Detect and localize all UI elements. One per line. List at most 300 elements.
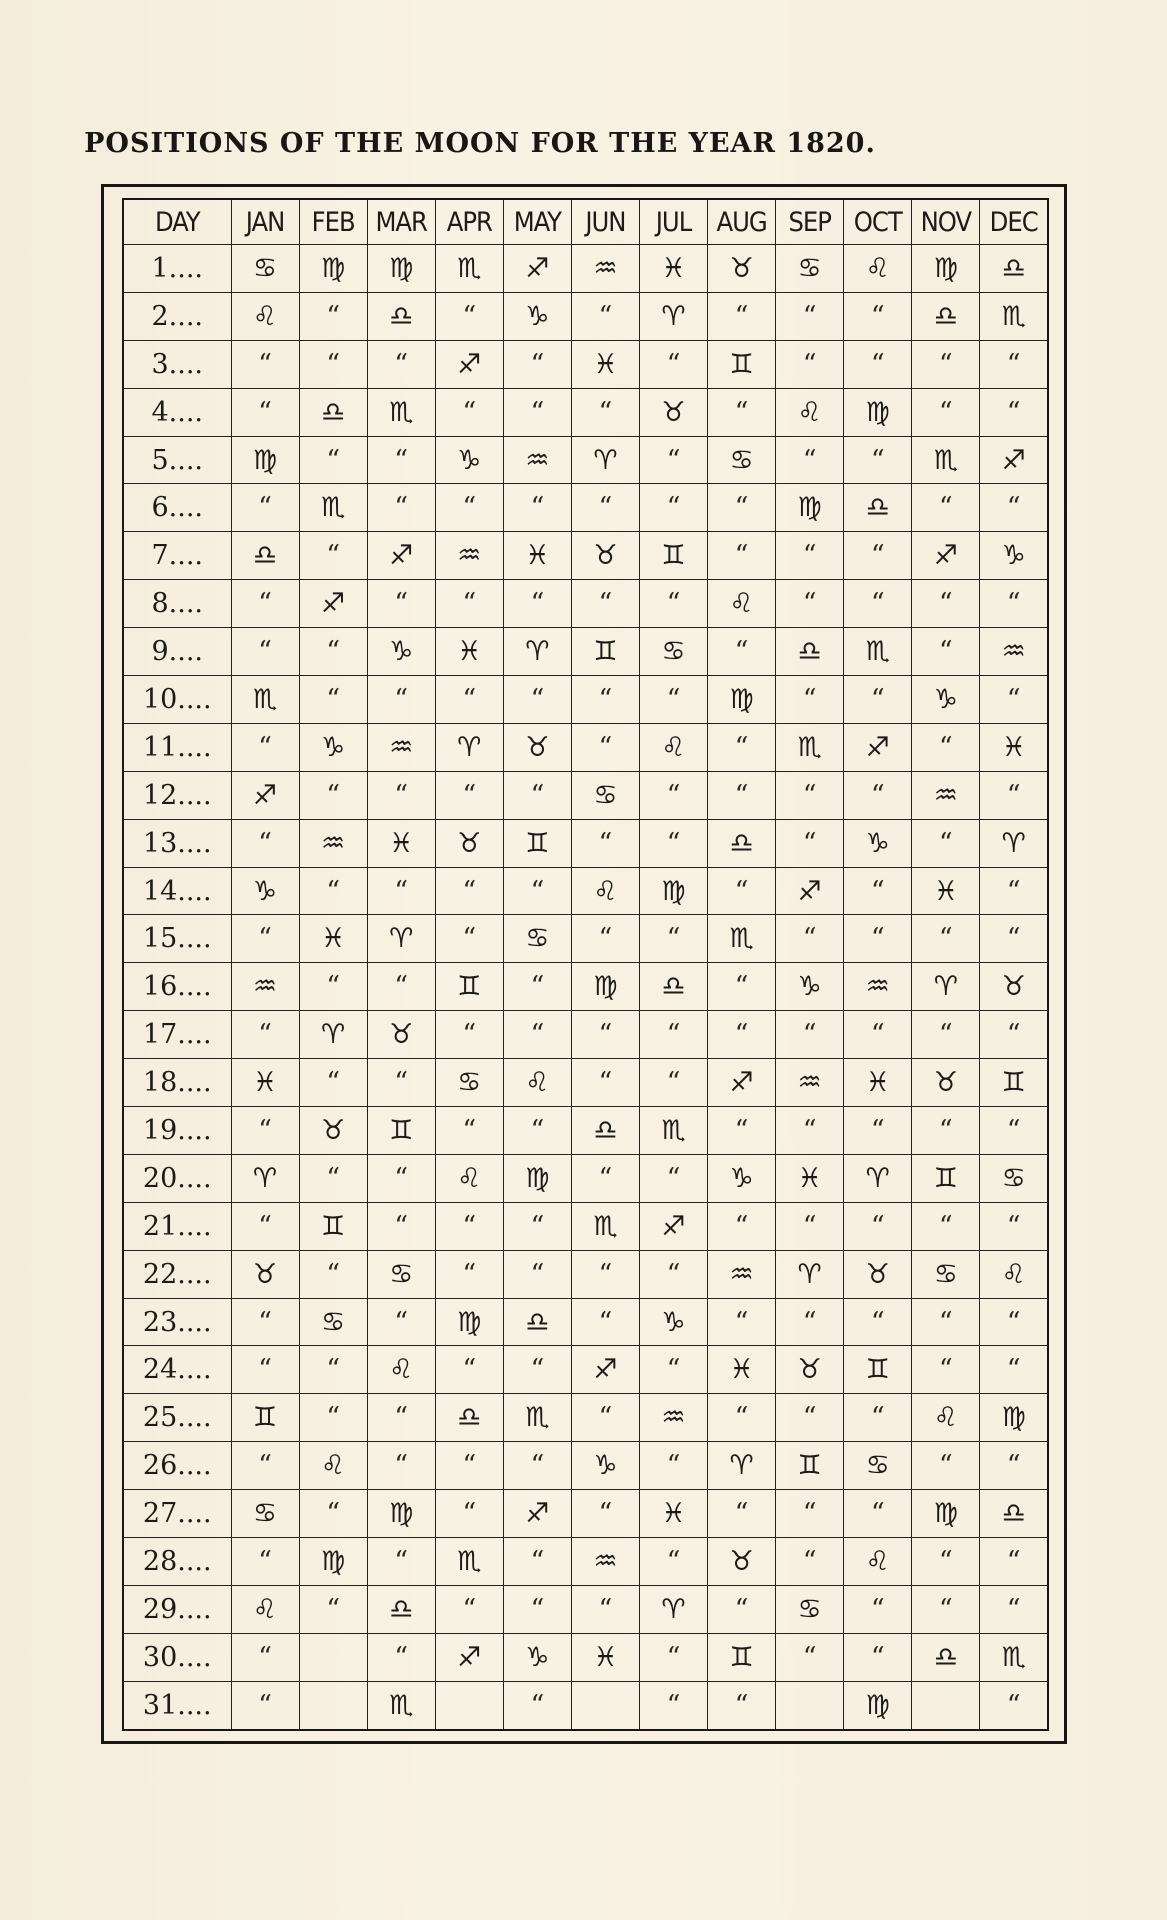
ditto-mark: “ [571, 1490, 639, 1538]
zodiac-sign-icon: ♌ [571, 867, 639, 915]
ditto-mark: “ [708, 628, 776, 676]
zodiac-sign-icon: ♐ [299, 580, 367, 628]
ditto-mark: “ [299, 1346, 367, 1394]
ditto-mark: “ [980, 1585, 1048, 1633]
ditto-mark: “ [980, 1011, 1048, 1059]
ditto-mark: “ [503, 1107, 571, 1155]
ditto-mark: “ [503, 867, 571, 915]
ditto-mark: “ [912, 1585, 980, 1633]
zodiac-sign-icon: ♈ [639, 1585, 707, 1633]
ditto-mark: “ [231, 819, 299, 867]
ditto-mark: “ [503, 340, 571, 388]
ditto-mark: “ [708, 1681, 776, 1730]
ditto-mark: “ [639, 1011, 707, 1059]
ditto-mark: “ [980, 580, 1048, 628]
header-row [123, 199, 1048, 245]
ditto-mark: “ [231, 1298, 299, 1346]
table-row [123, 1681, 1048, 1730]
ditto-mark: “ [912, 1011, 980, 1059]
zodiac-sign-icon: ♒ [980, 628, 1048, 676]
ditto-mark: “ [435, 1202, 503, 1250]
zodiac-sign-icon: ♌ [639, 723, 707, 771]
ditto-mark: “ [435, 676, 503, 724]
empty-cell [912, 1681, 980, 1730]
ditto-mark: “ [231, 388, 299, 436]
zodiac-sign-icon: ♉ [435, 819, 503, 867]
zodiac-sign-icon: ♓ [639, 1490, 707, 1538]
zodiac-sign-icon: ♒ [708, 1250, 776, 1298]
zodiac-sign-icon: ♈ [912, 963, 980, 1011]
ditto-mark: “ [844, 580, 912, 628]
zodiac-sign-icon: ♏ [776, 723, 844, 771]
ditto-mark: “ [231, 1538, 299, 1586]
ditto-mark: “ [708, 963, 776, 1011]
ditto-mark: “ [980, 771, 1048, 819]
ditto-mark: “ [639, 580, 707, 628]
ditto-mark: “ [980, 1681, 1048, 1730]
zodiac-sign-icon: ♓ [299, 915, 367, 963]
zodiac-sign-icon: ♐ [435, 340, 503, 388]
ditto-mark: “ [912, 1298, 980, 1346]
day-cell: 5.... [123, 436, 231, 484]
table-row [123, 628, 1048, 676]
zodiac-sign-icon: ♒ [367, 723, 435, 771]
table-row [123, 1154, 1048, 1202]
zodiac-sign-icon: ♐ [980, 436, 1048, 484]
zodiac-sign-icon: ♑ [367, 628, 435, 676]
zodiac-sign-icon: ♊ [708, 1633, 776, 1681]
zodiac-sign-icon: ♌ [435, 1154, 503, 1202]
day-cell: 22.... [123, 1250, 231, 1298]
ditto-mark: “ [503, 1538, 571, 1586]
zodiac-sign-icon: ♏ [980, 292, 1048, 340]
ditto-mark: “ [912, 628, 980, 676]
zodiac-sign-icon: ♌ [708, 580, 776, 628]
day-cell: 17.... [123, 1011, 231, 1059]
ditto-mark: “ [639, 676, 707, 724]
zodiac-sign-icon: ♈ [367, 915, 435, 963]
column-header-nov: NOV [912, 199, 980, 245]
ditto-mark: “ [571, 1394, 639, 1442]
ditto-mark: “ [844, 771, 912, 819]
zodiac-sign-icon: ♈ [503, 628, 571, 676]
ditto-mark: “ [912, 1346, 980, 1394]
zodiac-sign-icon: ♓ [912, 867, 980, 915]
day-cell: 6.... [123, 484, 231, 532]
table-row [123, 963, 1048, 1011]
zodiac-sign-icon: ♉ [776, 1346, 844, 1394]
zodiac-sign-icon: ♌ [844, 1538, 912, 1586]
empty-cell [299, 1681, 367, 1730]
ditto-mark: “ [980, 1442, 1048, 1490]
ditto-mark: “ [708, 1394, 776, 1442]
zodiac-sign-icon: ♌ [980, 1250, 1048, 1298]
ditto-mark: “ [980, 340, 1048, 388]
table-row [123, 436, 1048, 484]
ditto-mark: “ [776, 915, 844, 963]
ditto-mark: “ [708, 292, 776, 340]
ditto-mark: “ [571, 580, 639, 628]
zodiac-sign-icon: ♎ [980, 1490, 1048, 1538]
table-row [123, 1585, 1048, 1633]
ditto-mark: “ [980, 484, 1048, 532]
zodiac-sign-icon: ♐ [912, 532, 980, 580]
ditto-mark: “ [435, 388, 503, 436]
ditto-mark: “ [367, 1442, 435, 1490]
zodiac-sign-icon: ♑ [299, 723, 367, 771]
zodiac-sign-icon: ♓ [980, 723, 1048, 771]
ditto-mark: “ [776, 1490, 844, 1538]
zodiac-sign-icon: ♋ [503, 915, 571, 963]
ditto-mark: “ [231, 580, 299, 628]
ditto-mark: “ [299, 1250, 367, 1298]
ditto-mark: “ [776, 1633, 844, 1681]
zodiac-sign-icon: ♌ [844, 245, 912, 293]
ditto-mark: “ [844, 1394, 912, 1442]
ditto-mark: “ [571, 723, 639, 771]
zodiac-sign-icon: ♉ [708, 1538, 776, 1586]
zodiac-sign-icon: ♒ [571, 1538, 639, 1586]
ditto-mark: “ [639, 1681, 707, 1730]
zodiac-sign-icon: ♒ [231, 963, 299, 1011]
zodiac-sign-icon: ♐ [435, 1633, 503, 1681]
zodiac-sign-icon: ♈ [639, 292, 707, 340]
ditto-mark: “ [571, 819, 639, 867]
zodiac-sign-icon: ♐ [571, 1346, 639, 1394]
zodiac-sign-icon: ♋ [367, 1250, 435, 1298]
empty-cell [435, 1681, 503, 1730]
zodiac-sign-icon: ♏ [980, 1633, 1048, 1681]
ditto-mark: “ [776, 1107, 844, 1155]
zodiac-sign-icon: ♑ [503, 292, 571, 340]
ditto-mark: “ [299, 292, 367, 340]
zodiac-sign-icon: ♎ [367, 1585, 435, 1633]
ditto-mark: “ [503, 388, 571, 436]
table-row [123, 1633, 1048, 1681]
zodiac-sign-icon: ♏ [639, 1107, 707, 1155]
ditto-mark: “ [435, 1346, 503, 1394]
table-row [123, 915, 1048, 963]
ditto-mark: “ [708, 388, 776, 436]
day-cell: 3.... [123, 340, 231, 388]
ditto-mark: “ [980, 1202, 1048, 1250]
zodiac-sign-icon: ♑ [708, 1154, 776, 1202]
ditto-mark: “ [980, 867, 1048, 915]
zodiac-sign-icon: ♐ [231, 771, 299, 819]
table-row [123, 819, 1048, 867]
ditto-mark: “ [367, 580, 435, 628]
ditto-mark: “ [231, 1633, 299, 1681]
ditto-mark: “ [980, 1538, 1048, 1586]
ditto-mark: “ [367, 963, 435, 1011]
zodiac-sign-icon: ♍ [708, 676, 776, 724]
zodiac-sign-icon: ♈ [299, 1011, 367, 1059]
zodiac-sign-icon: ♑ [912, 676, 980, 724]
ditto-mark: “ [776, 1538, 844, 1586]
ditto-mark: “ [299, 676, 367, 724]
zodiac-sign-icon: ♋ [231, 1490, 299, 1538]
zodiac-sign-icon: ♍ [231, 436, 299, 484]
ditto-mark: “ [912, 340, 980, 388]
zodiac-sign-icon: ♍ [299, 245, 367, 293]
zodiac-sign-icon: ♉ [639, 388, 707, 436]
ditto-mark: “ [776, 1011, 844, 1059]
ditto-mark: “ [231, 1107, 299, 1155]
ditto-mark: “ [231, 723, 299, 771]
ditto-mark: “ [231, 1202, 299, 1250]
zodiac-sign-icon: ♐ [776, 867, 844, 915]
zodiac-sign-icon: ♈ [708, 1442, 776, 1490]
ditto-mark: “ [912, 1442, 980, 1490]
day-cell: 12.... [123, 771, 231, 819]
ditto-mark: “ [299, 963, 367, 1011]
zodiac-sign-icon: ♏ [299, 484, 367, 532]
zodiac-sign-icon: ♎ [708, 819, 776, 867]
table-row [123, 580, 1048, 628]
column-header-dec: DEC [980, 199, 1048, 245]
zodiac-sign-icon: ♉ [367, 1011, 435, 1059]
zodiac-sign-icon: ♏ [571, 1202, 639, 1250]
zodiac-sign-icon: ♈ [231, 1154, 299, 1202]
day-cell: 30.... [123, 1633, 231, 1681]
zodiac-sign-icon: ♈ [435, 723, 503, 771]
day-cell: 19.... [123, 1107, 231, 1155]
day-cell: 14.... [123, 867, 231, 915]
zodiac-sign-icon: ♒ [844, 963, 912, 1011]
ditto-mark: “ [639, 340, 707, 388]
zodiac-sign-icon: ♊ [639, 532, 707, 580]
zodiac-sign-icon: ♊ [231, 1394, 299, 1442]
ditto-mark: “ [435, 867, 503, 915]
ditto-mark: “ [571, 388, 639, 436]
ditto-mark: “ [299, 628, 367, 676]
day-cell: 11.... [123, 723, 231, 771]
zodiac-sign-icon: ♏ [435, 245, 503, 293]
table-row [123, 1107, 1048, 1155]
zodiac-sign-icon: ♍ [912, 245, 980, 293]
ditto-mark: “ [299, 1585, 367, 1633]
ditto-mark: “ [367, 1059, 435, 1107]
ditto-mark: “ [639, 1346, 707, 1394]
day-cell: 15.... [123, 915, 231, 963]
day-cell: 4.... [123, 388, 231, 436]
zodiac-sign-icon: ♈ [776, 1250, 844, 1298]
zodiac-sign-icon: ♌ [231, 1585, 299, 1633]
zodiac-sign-icon: ♍ [912, 1490, 980, 1538]
column-header-aug: AUG [708, 199, 776, 245]
zodiac-sign-icon: ♋ [776, 1585, 844, 1633]
ditto-mark: “ [980, 1298, 1048, 1346]
zodiac-sign-icon: ♏ [844, 628, 912, 676]
ditto-mark: “ [844, 867, 912, 915]
ditto-mark: “ [708, 1298, 776, 1346]
table-row [123, 484, 1048, 532]
zodiac-sign-icon: ♏ [367, 388, 435, 436]
table-row [123, 1490, 1048, 1538]
day-cell: 8.... [123, 580, 231, 628]
ditto-mark: “ [299, 340, 367, 388]
ditto-mark: “ [708, 771, 776, 819]
ditto-mark: “ [708, 1490, 776, 1538]
ditto-mark: “ [571, 1298, 639, 1346]
zodiac-sign-icon: ♎ [435, 1394, 503, 1442]
ditto-mark: “ [367, 1154, 435, 1202]
ditto-mark: “ [844, 1633, 912, 1681]
zodiac-sign-icon: ♓ [503, 532, 571, 580]
day-cell: 9.... [123, 628, 231, 676]
zodiac-sign-icon: ♉ [231, 1250, 299, 1298]
ditto-mark: “ [503, 1011, 571, 1059]
zodiac-sign-icon: ♋ [844, 1442, 912, 1490]
zodiac-sign-icon: ♋ [708, 436, 776, 484]
zodiac-sign-icon: ♒ [639, 1394, 707, 1442]
ditto-mark: “ [844, 292, 912, 340]
zodiac-sign-icon: ♎ [571, 1107, 639, 1155]
zodiac-sign-icon: ♏ [503, 1394, 571, 1442]
zodiac-sign-icon: ♋ [980, 1154, 1048, 1202]
ditto-mark: “ [503, 484, 571, 532]
zodiac-sign-icon: ♌ [299, 1442, 367, 1490]
zodiac-sign-icon: ♍ [367, 1490, 435, 1538]
zodiac-sign-icon: ♐ [708, 1059, 776, 1107]
table-row [123, 676, 1048, 724]
ditto-mark: “ [503, 771, 571, 819]
ditto-mark: “ [435, 484, 503, 532]
ditto-mark: “ [435, 915, 503, 963]
zodiac-sign-icon: ♉ [503, 723, 571, 771]
zodiac-sign-icon: ♏ [708, 915, 776, 963]
zodiac-sign-icon: ♈ [844, 1154, 912, 1202]
ditto-mark: “ [299, 1490, 367, 1538]
ditto-mark: “ [571, 1250, 639, 1298]
column-header-jan: JAN [231, 199, 299, 245]
zodiac-sign-icon: ♏ [435, 1538, 503, 1586]
ditto-mark: “ [571, 292, 639, 340]
zodiac-sign-icon: ♒ [776, 1059, 844, 1107]
ditto-mark: “ [708, 484, 776, 532]
ditto-mark: “ [231, 915, 299, 963]
zodiac-sign-icon: ♉ [844, 1250, 912, 1298]
table-row [123, 1346, 1048, 1394]
day-cell: 26.... [123, 1442, 231, 1490]
zodiac-sign-icon: ♓ [571, 1633, 639, 1681]
ditto-mark: “ [503, 1250, 571, 1298]
ditto-mark: “ [503, 676, 571, 724]
ditto-mark: “ [231, 1011, 299, 1059]
ditto-mark: “ [776, 771, 844, 819]
day-cell: 10.... [123, 676, 231, 724]
day-cell: 25.... [123, 1394, 231, 1442]
column-header-may: MAY [503, 199, 571, 245]
ditto-mark: “ [367, 1202, 435, 1250]
ditto-mark: “ [435, 1490, 503, 1538]
ditto-mark: “ [844, 1585, 912, 1633]
zodiac-sign-icon: ♋ [776, 245, 844, 293]
day-cell: 2.... [123, 292, 231, 340]
ditto-mark: “ [231, 484, 299, 532]
ditto-mark: “ [231, 628, 299, 676]
day-cell: 18.... [123, 1059, 231, 1107]
zodiac-sign-icon: ♓ [367, 819, 435, 867]
ditto-mark: “ [912, 1202, 980, 1250]
ditto-mark: “ [844, 340, 912, 388]
ditto-mark: “ [367, 1298, 435, 1346]
ditto-mark: “ [367, 1394, 435, 1442]
ditto-mark: “ [912, 723, 980, 771]
day-cell: 20.... [123, 1154, 231, 1202]
ditto-mark: “ [844, 532, 912, 580]
column-header-day: DAY [123, 199, 231, 245]
zodiac-sign-icon: ♎ [639, 963, 707, 1011]
ditto-mark: “ [299, 1394, 367, 1442]
zodiac-sign-icon: ♓ [639, 245, 707, 293]
ditto-mark: “ [231, 1346, 299, 1394]
ditto-mark: “ [844, 1011, 912, 1059]
table-row [123, 340, 1048, 388]
ditto-mark: “ [299, 771, 367, 819]
ditto-mark: “ [980, 388, 1048, 436]
day-cell: 27.... [123, 1490, 231, 1538]
zodiac-sign-icon: ♍ [367, 245, 435, 293]
zodiac-sign-icon: ♑ [503, 1633, 571, 1681]
ditto-mark: “ [571, 484, 639, 532]
zodiac-sign-icon: ♓ [435, 628, 503, 676]
ditto-mark: “ [367, 867, 435, 915]
ditto-mark: “ [639, 771, 707, 819]
ditto-mark: “ [844, 915, 912, 963]
ditto-mark: “ [503, 1202, 571, 1250]
column-header-jul: JUL [639, 199, 707, 245]
ditto-mark: “ [639, 436, 707, 484]
ditto-mark: “ [776, 532, 844, 580]
ditto-mark: “ [708, 867, 776, 915]
zodiac-sign-icon: ♊ [708, 340, 776, 388]
column-header-feb: FEB [299, 199, 367, 245]
day-cell: 7.... [123, 532, 231, 580]
zodiac-sign-icon: ♊ [776, 1442, 844, 1490]
zodiac-sign-icon: ♏ [912, 436, 980, 484]
table-row [123, 1250, 1048, 1298]
zodiac-sign-icon: ♎ [231, 532, 299, 580]
zodiac-sign-icon: ♑ [231, 867, 299, 915]
ditto-mark: “ [639, 915, 707, 963]
zodiac-sign-icon: ♋ [435, 1059, 503, 1107]
zodiac-sign-icon: ♒ [435, 532, 503, 580]
ditto-mark: “ [776, 1394, 844, 1442]
zodiac-sign-icon: ♒ [912, 771, 980, 819]
zodiac-sign-icon: ♑ [571, 1442, 639, 1490]
zodiac-sign-icon: ♑ [639, 1298, 707, 1346]
ditto-mark: “ [231, 340, 299, 388]
table-row [123, 1202, 1048, 1250]
ditto-mark: “ [708, 1011, 776, 1059]
day-cell: 31.... [123, 1681, 231, 1730]
column-header-sep: SEP [776, 199, 844, 245]
ditto-mark: “ [844, 1107, 912, 1155]
table-row [123, 771, 1048, 819]
ditto-mark: “ [367, 340, 435, 388]
ditto-mark: “ [844, 676, 912, 724]
ditto-mark: “ [571, 1154, 639, 1202]
zodiac-sign-icon: ♐ [639, 1202, 707, 1250]
table-row [123, 292, 1048, 340]
ditto-mark: “ [299, 532, 367, 580]
table-body [123, 245, 1048, 1731]
zodiac-sign-icon: ♏ [231, 676, 299, 724]
ditto-mark: “ [435, 580, 503, 628]
ditto-mark: “ [776, 1298, 844, 1346]
ditto-mark: “ [980, 915, 1048, 963]
